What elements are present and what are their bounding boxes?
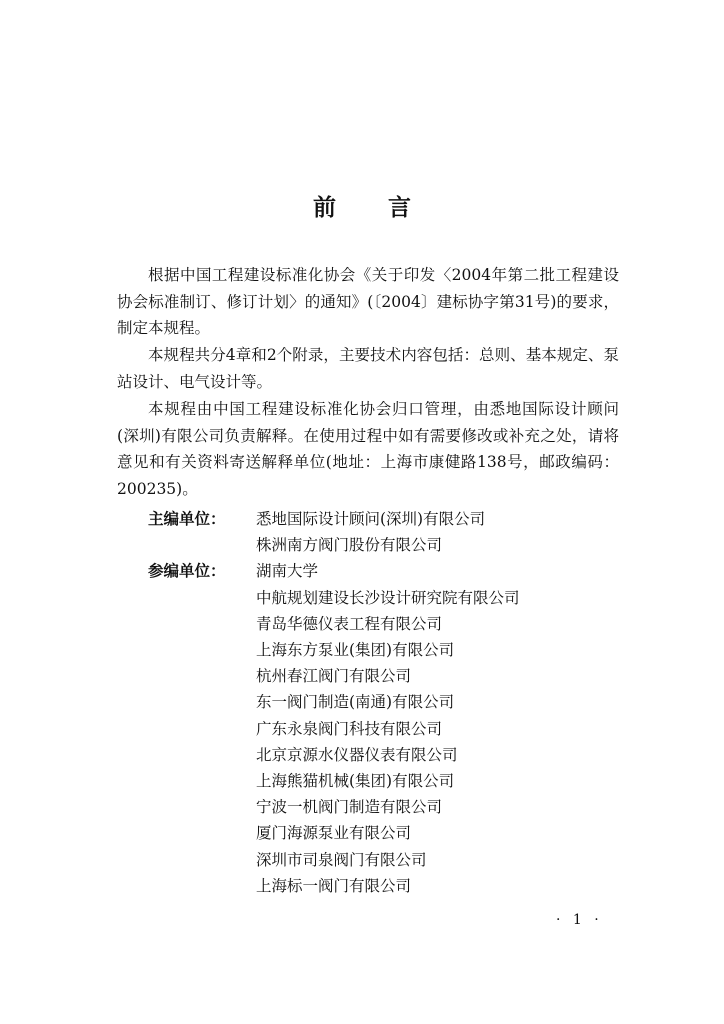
chief-units-group xyxy=(148,506,618,558)
chief-unit-item: 悉地国际设计顾问(深圳)有限公司 xyxy=(256,510,486,528)
participating-unit-item: 湖南大学 xyxy=(256,562,319,581)
participating-units-list xyxy=(256,558,520,899)
page-title: 前言 xyxy=(313,194,463,222)
chief-units-label: 主编单位： xyxy=(148,509,226,528)
preface-paragraph-1: 根据中国工程建设标准化协会《关于印发〈2004年第二批工程建设协会标准制订、修订计划〉的通知》(〔2004〕建标协字第31号)的要求，制定本规程。 xyxy=(117,266,619,337)
participating-unit-item: 中航规划建设长沙设计研究院有限公司 xyxy=(256,588,520,607)
participating-unit-item: 上海熊猫机械(集团)有限公司 xyxy=(256,772,455,791)
participating-unit-item: 上海东方泵业(集团)有限公司 xyxy=(256,641,455,660)
participating-unit-item: 上海标一阀门有限公司 xyxy=(256,876,412,895)
chief-unit-item: 株洲南方阀门股份有限公司 xyxy=(256,536,443,555)
preface-paragraph-2: 本规程共分4章和2个附录，主要技术内容包括：总则、基本规定、泵站设计、电气设计等。 xyxy=(117,346,619,391)
participating-unit-item: 东一阀门制造(南通)有限公司 xyxy=(256,693,455,712)
participating-unit-item: 杭州春江阀门有限公司 xyxy=(256,667,412,686)
participating-unit-item: 深圳市司泉阀门有限公司 xyxy=(256,850,427,869)
participating-unit-item: 厦门海源泵业有限公司 xyxy=(256,824,412,843)
page-number: · 1 · xyxy=(556,912,603,928)
participating-unit-item: 青岛华德仪表工程有限公司 xyxy=(256,614,443,633)
units-section xyxy=(148,506,618,899)
chief-units-list xyxy=(256,506,485,558)
participating-unit-item: 宁波一机阀门制造有限公司 xyxy=(256,798,443,817)
participating-units-group xyxy=(148,558,618,899)
participating-unit-item: 北京京源水仪器仪表有限公司 xyxy=(256,745,458,764)
participating-unit-item: 广东永泉阀门科技有限公司 xyxy=(256,719,443,738)
preface-paragraph-3: 本规程由中国工程建设标准化协会归口管理，由悉地国际设计顾问(深圳)有限公司负责解释。在使用过程中如有需要修改或补充之处，请将意见和有关资料寄送解释单位(地址：上海市康健路138号，邮政编码：200235)。 xyxy=(117,400,619,498)
participating-units-label: 参编单位： xyxy=(148,561,226,581)
